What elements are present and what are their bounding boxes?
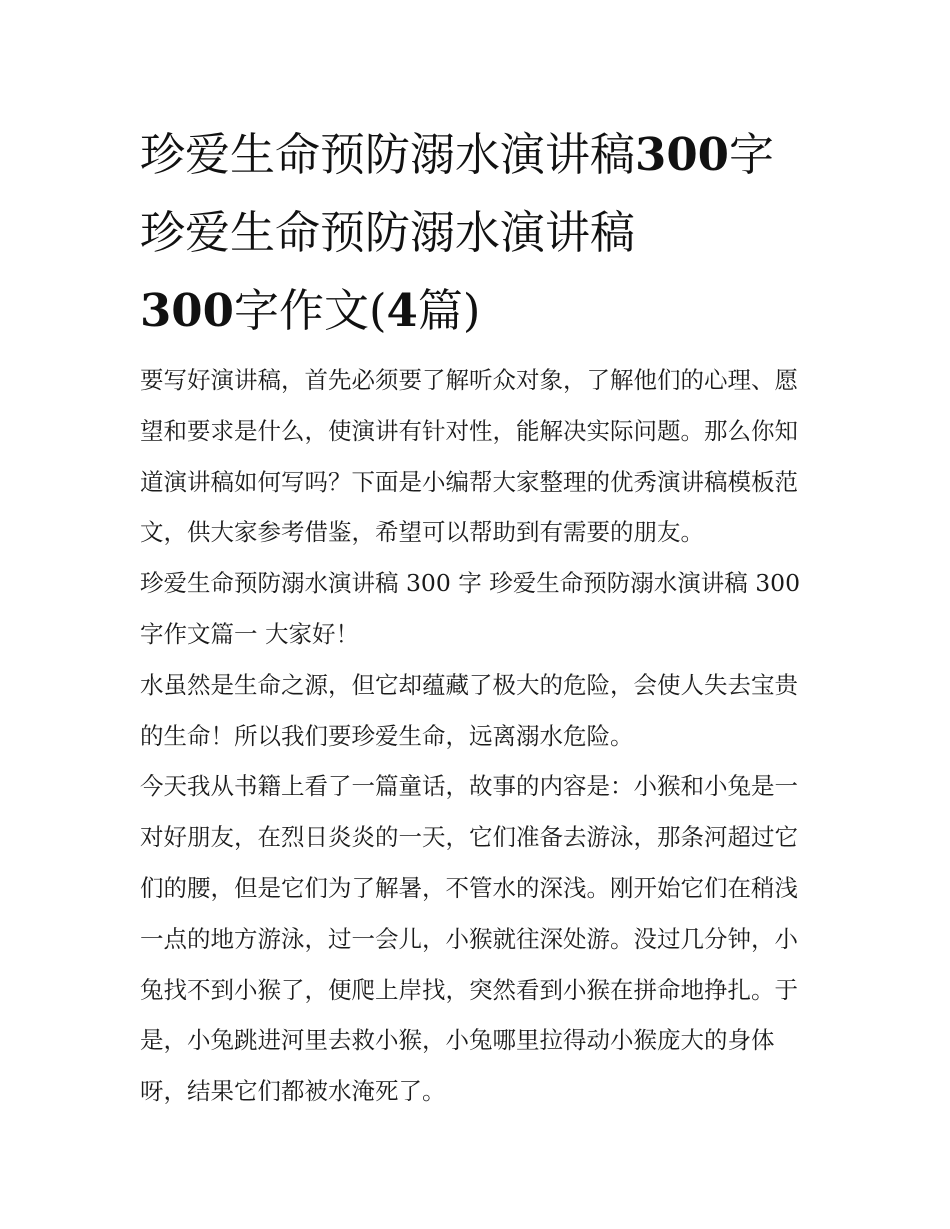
title-text-4: 篇) — [417, 284, 481, 337]
document-title — [140, 116, 820, 350]
title-number-3: 4 — [386, 284, 418, 337]
title-text-2: 字 珍爱生命预防溺水演讲稿 — [140, 128, 774, 259]
document-body — [140, 355, 820, 1117]
paragraph-story: 今天我从书籍上看了一篇童话，故事的内容是：小猴和小兔是一对好朋友，在烈日炎炎的一天，它们准备去游泳，那条河超过它们的腰，但是它们为了解暑，不管水的深浅。刚开始它们在稍浅一点的地方游泳，过一会儿，小猴就往深处游。没过几分钟，小兔找不到小猴了，便爬上岸找，突然看到小猴在拼命地挣扎。于是，小兔跳进河里去救小猴，小兔哪里拉得动小猴庞大的身体呀，结果它们都被水淹死了。 — [140, 772, 798, 1106]
title-number-1: 300 — [635, 128, 729, 181]
title-text-1: 珍爱生命预防溺水演讲稿 — [140, 128, 636, 181]
title-number-2: 300 — [140, 284, 234, 337]
paragraph-intro: 要写好演讲稿，首先必须要了解听众对象，了解他们的心理、愿望和要求是什么，使演讲有针对性，能解决实际问题。那么你知道演讲稿如何写吗？下面是小编帮大家整理的优秀演讲稿模板范文，供大家参考借鉴，希望可以帮助到有需要的朋友。 — [140, 366, 798, 547]
paragraph-heading-line: 珍爱生命预防溺水演讲稿 300 字 珍爱生命预防溺水演讲稿 300 字作文篇一 大家好！ — [140, 569, 801, 648]
paragraph-water-danger: 水虽然是生命之源，但它却蕴藏了极大的危险，会使人失去宝贵的生命！所以我们要珍爱生命，远离溺水危险。 — [140, 670, 798, 750]
title-text-3: 字作文( — [233, 284, 387, 337]
